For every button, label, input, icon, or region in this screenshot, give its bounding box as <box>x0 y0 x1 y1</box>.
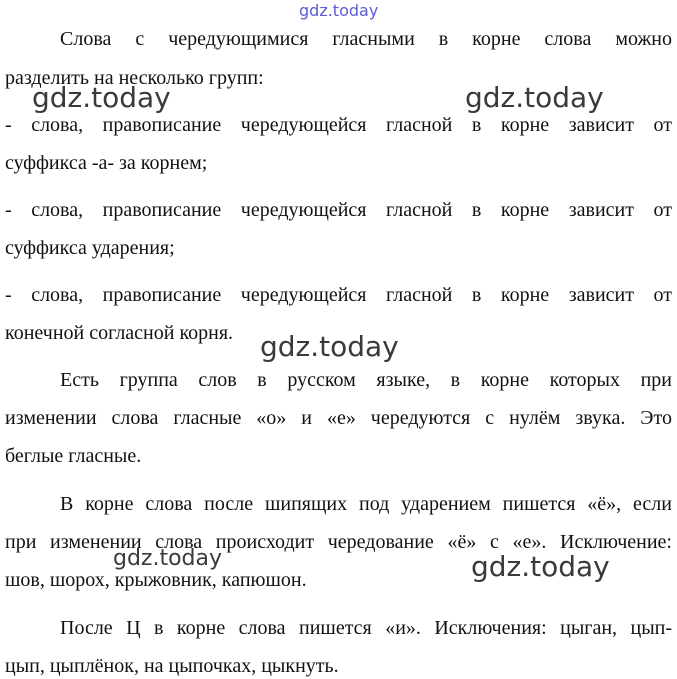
paragraph-7-line-2: цып, цыплёнок, на цыпочках, цыкнуть. <box>5 655 339 677</box>
paragraph-7-line-1: После Ц в корне слова пишется «и». Исключения: цыган, цып- <box>60 617 672 639</box>
paragraph-4-line-1: - слова, правописание чередующейся гласной в корне зависит от <box>5 284 672 306</box>
paragraph-5-line-2: изменении слова гласные «о» и «е» чередуются с нулём звука. Это <box>5 407 672 429</box>
paragraph-2-line-2: суффикса -а- за корнем; <box>5 152 208 174</box>
paragraph-6-line-1: В корне слова после шипящих под ударением пишется «ё», если <box>60 493 672 515</box>
watermark-top: gdz.today <box>299 1 379 20</box>
paragraph-1-line-2: разделить на несколько групп: <box>5 67 264 89</box>
paragraph-5-line-1: Есть группа слов в русском языке, в корне которых при <box>60 369 672 391</box>
watermark-center: gdz.today <box>260 330 399 363</box>
watermark-left-upper: gdz.today <box>32 81 171 114</box>
watermark-left-lower: gdz.today <box>113 546 223 571</box>
paragraph-6-line-2: при изменении слова происходит чередование «ё» с «е». Исключение: <box>5 531 672 553</box>
paragraph-3-line-1: - слова, правописание чередующейся гласной в корне зависит от <box>5 199 672 221</box>
paragraph-3-line-2: суффикса ударения; <box>5 237 175 259</box>
paragraph-1-line-1: Слова с чередующимися гласными в корне слова можно <box>60 28 672 50</box>
paragraph-2-line-1: - слова, правописание чередующейся гласной в корне зависит от <box>5 114 672 136</box>
paragraph-6-line-3: шов, шорох, крыжовник, капюшон. <box>5 569 307 591</box>
paragraph-5-line-3: беглые гласные. <box>5 445 142 467</box>
watermark-right-upper: gdz.today <box>465 81 604 114</box>
paragraph-4-line-2: конечной согласной корня. <box>5 322 234 344</box>
watermark-right-lower: gdz.today <box>471 550 610 583</box>
